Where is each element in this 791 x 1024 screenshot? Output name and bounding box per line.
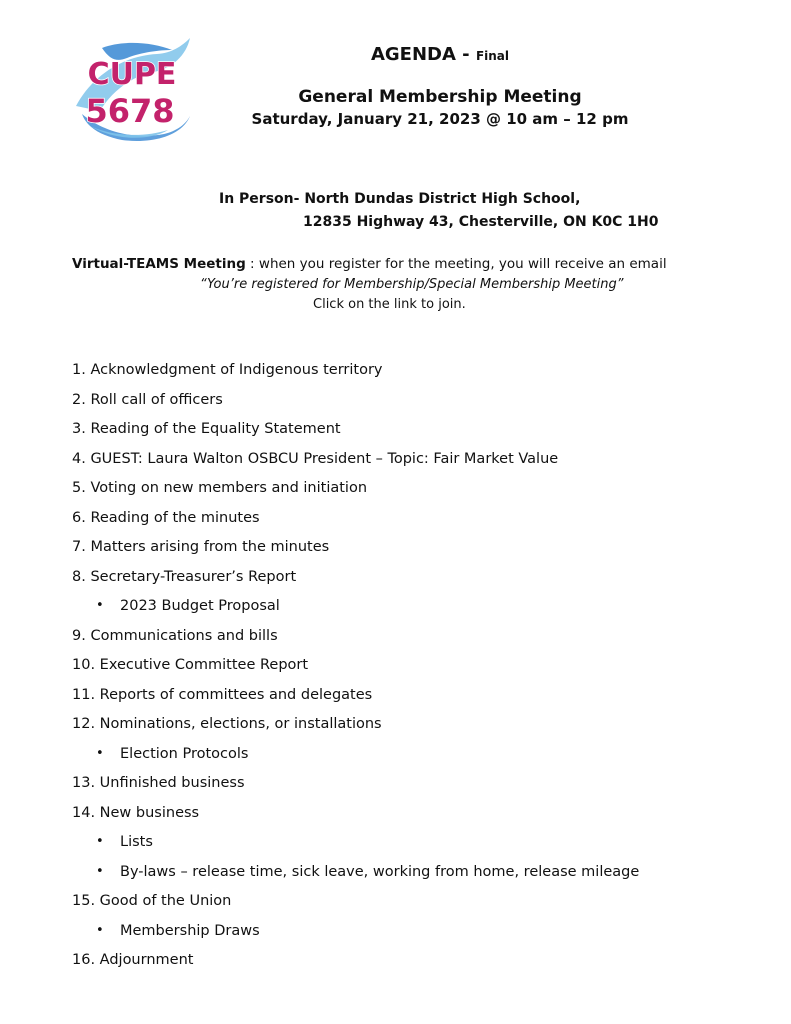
meeting-datetime: Saturday, January 21, 2023 @ 10 am – 12 pm: [251, 110, 629, 128]
agenda-item-text: 9. Communications and bills: [72, 627, 278, 644]
agenda-item: [72, 478, 732, 508]
agenda-item-text: 16. Adjournment: [72, 952, 194, 968]
agenda-item-text: 15. Good of the Union: [72, 893, 232, 909]
agenda-subitem: [72, 862, 732, 892]
agenda-item-text: 13. Unfinished business: [72, 775, 245, 791]
bullet-icon: •: [96, 863, 104, 879]
agenda-item-text: 6. Reading of the minutes: [72, 509, 260, 526]
virtual-text: : when you register for the meeting, you will receive an email: [245, 256, 667, 272]
bullet-icon: •: [96, 834, 104, 849]
agenda-item-text: 12. Nominations, elections, or installations: [72, 716, 382, 732]
agenda-item-text: Lists: [120, 834, 153, 850]
agenda-item-text: 4. GUEST: Laura Walton OSBCU President – Topic: Fair Market Value: [72, 450, 559, 467]
agenda-item-text: 3. Reading of the Equality Statement: [72, 421, 341, 437]
agenda-list: [72, 360, 732, 980]
agenda-item: [72, 773, 732, 803]
agenda-item: [72, 419, 732, 449]
agenda-title: AGENDA -: [370, 44, 470, 65]
agenda-subitem: [72, 921, 732, 951]
agenda-subitem: [72, 596, 732, 626]
agenda-item: [72, 655, 732, 685]
bullet-icon: •: [96, 745, 104, 761]
cupe-logo: [72, 36, 192, 144]
agenda-item-text: 5. Voting on new members and initiation: [72, 480, 368, 496]
agenda-item: [72, 803, 732, 833]
agenda-item: [72, 950, 732, 980]
location-line-2: 12835 Highway 43, Chesterville, ON K0C 1H0: [303, 214, 659, 230]
agenda-subitem: [72, 744, 732, 774]
agenda-item: [72, 714, 732, 744]
agenda-item: [72, 685, 732, 715]
agenda-item-text: 8. Secretary-Treasurer’s Report: [72, 568, 297, 585]
agenda-subitem: [72, 832, 732, 862]
location-line-1: In Person- North Dundas District High School,: [219, 191, 581, 207]
agenda-item: [72, 537, 732, 567]
agenda-item-text: 2023 Budget Proposal: [120, 598, 280, 614]
bullet-icon: •: [96, 598, 104, 613]
agenda-item-text: 1. Acknowledgment of Indigenous territory: [72, 362, 383, 378]
agenda-item-text: 7. Matters arising from the minutes: [72, 539, 330, 555]
agenda-item-text: 14. New business: [72, 804, 200, 821]
bullet-icon: •: [96, 922, 104, 938]
agenda-item: [72, 891, 732, 921]
agenda-item: [72, 360, 732, 390]
virtual-meeting-info: [72, 256, 667, 272]
agenda-item-text: 11. Reports of committees and delegates: [72, 686, 373, 703]
agenda-item-text: By-laws – release time, sick leave, working from home, release mileage: [120, 863, 640, 880]
virtual-instruction: Click on the link to join.: [313, 297, 466, 312]
agenda-item: [72, 567, 732, 597]
agenda-item: [72, 390, 732, 420]
agenda-item-text: 10. Executive Committee Report: [72, 657, 309, 673]
agenda-item: [72, 626, 732, 656]
logo-text-line1: CUPE: [87, 57, 177, 92]
meeting-title: General Membership Meeting: [298, 87, 582, 107]
agenda-item: [72, 508, 732, 538]
agenda-status: Final: [475, 49, 510, 63]
virtual-quote: “You’re registered for Membership/Special Membership Meeting”: [200, 277, 624, 292]
agenda-heading: [220, 44, 660, 65]
agenda-item: [72, 449, 732, 479]
logo-text-line2: 5678: [85, 92, 175, 130]
agenda-item-text: Election Protocols: [120, 745, 249, 762]
virtual-label: Virtual-TEAMS Meeting: [72, 256, 246, 272]
agenda-item-text: Membership Draws: [120, 922, 260, 939]
agenda-item-text: 2. Roll call of officers: [72, 391, 223, 408]
